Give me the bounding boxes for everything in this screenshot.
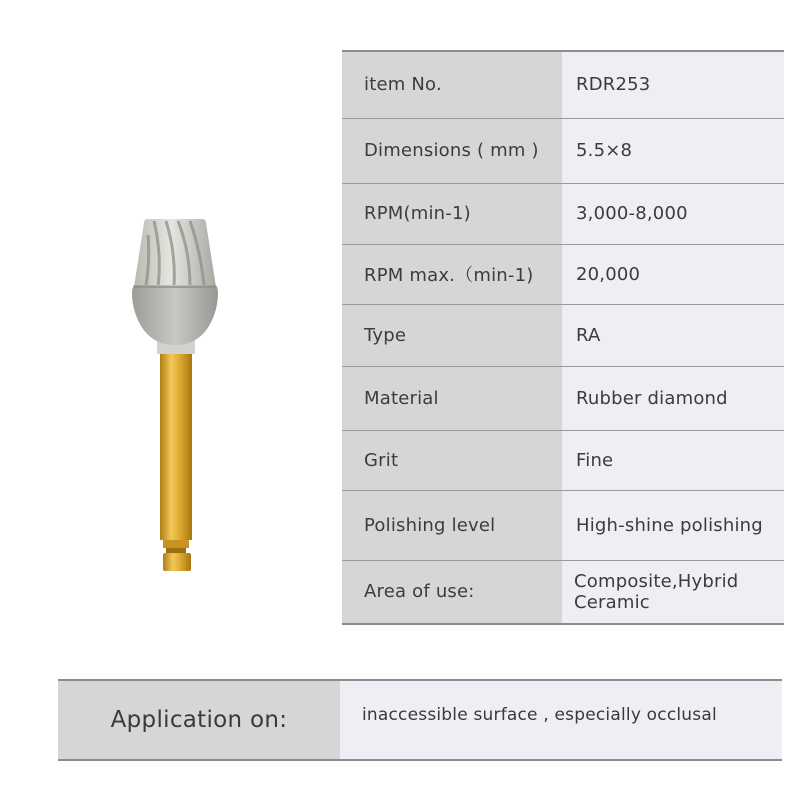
spec-value: RA bbox=[562, 304, 784, 366]
spec-value: 5.5×8 bbox=[562, 118, 784, 183]
spec-label: Material bbox=[342, 366, 562, 430]
spec-value-line: Composite,Hybrid bbox=[574, 570, 739, 592]
spec-value bbox=[562, 560, 784, 624]
spec-label: RPM max.（min-1) bbox=[342, 244, 562, 304]
application-value: inaccessible surface , especially occlusal bbox=[340, 681, 782, 759]
spec-value: High-shine polishing bbox=[562, 490, 784, 560]
table-row bbox=[342, 430, 784, 490]
product-image bbox=[120, 205, 230, 585]
spec-label: Dimensions ( mm ) bbox=[342, 118, 562, 183]
table-row bbox=[342, 560, 784, 624]
table-row bbox=[342, 183, 784, 244]
spec-value: 3,000-8,000 bbox=[562, 183, 784, 244]
application-row bbox=[58, 679, 782, 761]
table-row bbox=[342, 118, 784, 183]
spec-value: Fine bbox=[562, 430, 784, 490]
spec-label: Grit bbox=[342, 430, 562, 490]
spec-label: Area of use: bbox=[342, 560, 562, 624]
spec-value: RDR253 bbox=[562, 51, 784, 118]
spec-value: Rubber diamond bbox=[562, 366, 784, 430]
table-row bbox=[342, 490, 784, 560]
spec-value: 20,000 bbox=[562, 244, 784, 304]
table-row bbox=[342, 366, 784, 430]
application-label: Application on: bbox=[58, 681, 340, 759]
table-row bbox=[342, 244, 784, 304]
spec-label: RPM(min-1) bbox=[342, 183, 562, 244]
spec-label: Type bbox=[342, 304, 562, 366]
table-row bbox=[342, 304, 784, 366]
spec-label: Polishing level bbox=[342, 490, 562, 560]
spec-label: item No. bbox=[342, 51, 562, 118]
rubber-diamond-polishing-bur-icon bbox=[120, 205, 230, 585]
spec-table bbox=[342, 50, 784, 625]
table-row bbox=[342, 51, 784, 118]
spec-value-line: Ceramic bbox=[574, 591, 650, 613]
